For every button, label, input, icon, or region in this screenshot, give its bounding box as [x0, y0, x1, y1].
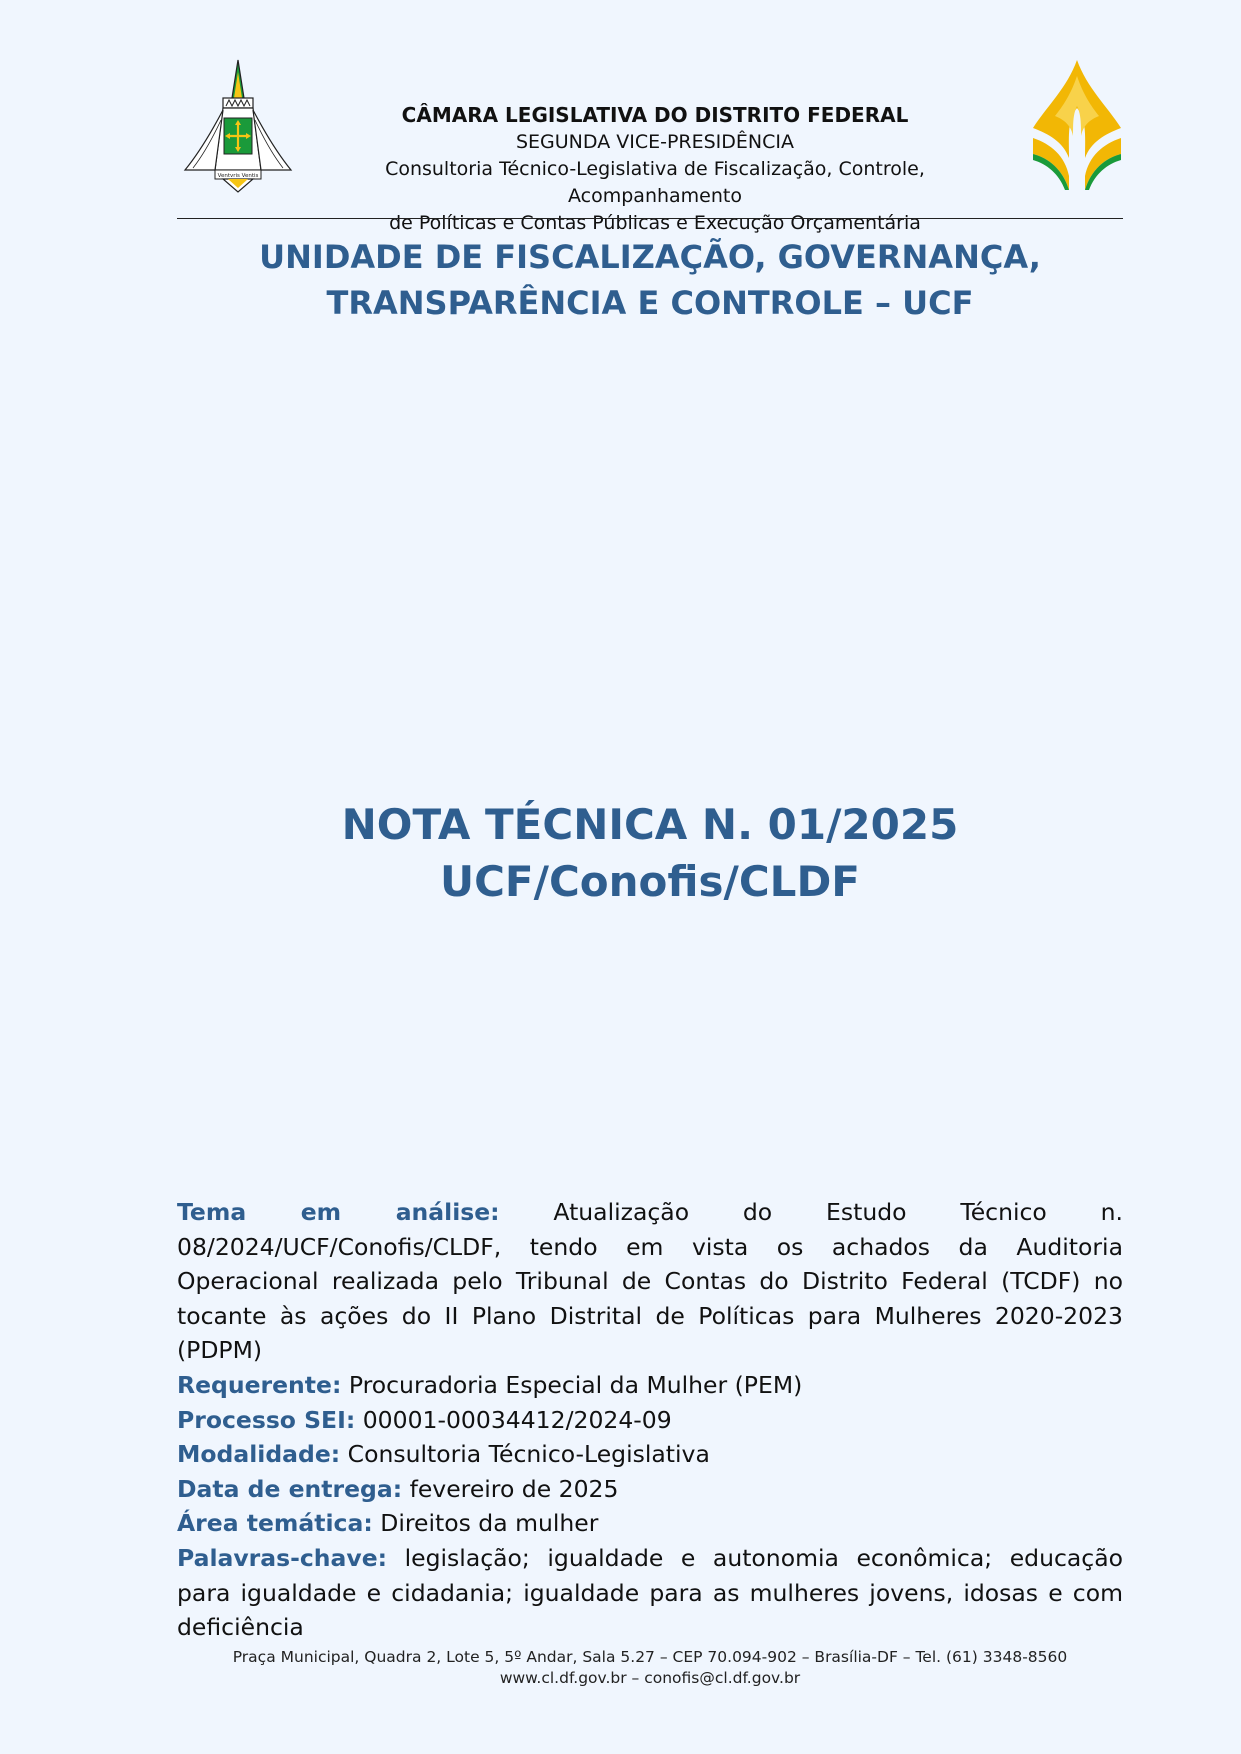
processo-field [177, 1403, 1123, 1438]
palavras-chave-value: legislação; igualdade e autonomia econômica; educação para igualdade e cidadania; igualdade para as mulheres jovens, idosas e com deficiência [177, 1543, 1123, 1642]
palavras-chave-field [177, 1541, 1123, 1645]
consultoria-line-1: Consultoria Técnico-Legislativa de Fiscalização, Controle, Acompanhamento [385, 158, 925, 207]
modalidade-value: Consultoria Técnico-Legislativa [347, 1440, 710, 1469]
tema-label: Tema em análise: [177, 1198, 500, 1226]
crest-motto: Ventvris Ventis [217, 173, 259, 179]
unit-title-line-1: UNIDADE DE FISCALIZAÇÃO, GOVERNANÇA, [259, 238, 1041, 276]
document-metadata [177, 1195, 1123, 1645]
area-tematica-value: Direitos da mulher [380, 1509, 599, 1538]
unit-title-line-2: TRANSPARÊNCIA E CONTROLE – UCF [326, 284, 974, 322]
tema-value: Atualização do Estudo Técnico n. 08/2024/UCF/Conofis/CLDF, tendo em vista os achados da Auditoria Operacional realizada pelo Tribunal de Contas do Distrito Federal (TCDF) no tocante às ações do II Plano Distrital de Políticas para Mulheres 2020-2023 (PDPM) [177, 1198, 1123, 1365]
processo-value: 00001-00034412/2024-09 [362, 1405, 672, 1434]
requerente-value: Procuradoria Especial da Mulher (PEM) [348, 1370, 803, 1399]
document-title [177, 796, 1123, 910]
area-tematica-field [177, 1506, 1123, 1541]
data-entrega-field [177, 1472, 1123, 1507]
vice-presidency: SEGUNDA VICE-PRESIDÊNCIA [515, 131, 794, 153]
requerente-field [177, 1368, 1123, 1403]
brasilia-coat-of-arms-icon [183, 58, 293, 194]
unit-title [177, 234, 1123, 326]
requerente-label: Requerente: [177, 1370, 342, 1399]
area-tematica-label: Área temática: [177, 1509, 373, 1538]
palavras-chave-label: Palavras-chave: [177, 1543, 388, 1572]
footer-contact: www.cl.df.gov.br – conofis@cl.df.gov.br [499, 1669, 801, 1687]
consultoria-line-2: de Políticas e Contas Públicas e Execução Orçamentária [389, 212, 921, 234]
institution-name: CÂMARA LEGISLATIVA DO DISTRITO FEDERAL [401, 103, 909, 127]
letterhead-text [297, 102, 1013, 237]
header-divider [177, 218, 1123, 219]
data-entrega-value: fevereiro de 2025 [409, 1474, 619, 1503]
processo-label: Processo SEI: [177, 1405, 356, 1434]
modalidade-field [177, 1437, 1123, 1472]
tema-field [177, 1195, 1123, 1368]
document-title-line-2: UCF/Conofis/CLDF [440, 857, 860, 906]
letterhead [177, 56, 1123, 234]
modalidade-label: Modalidade: [177, 1440, 341, 1469]
document-title-line-1: NOTA TÉCNICA N. 01/2025 [341, 800, 959, 849]
data-entrega-label: Data de entrega: [177, 1474, 403, 1503]
page-footer [177, 1647, 1123, 1689]
footer-address: Praça Municipal, Quadra 2, Lote 5, 5º Andar, Sala 5.27 – CEP 70.094-902 – Brasília-DF – Tel. (61) 3348-8560 [232, 1648, 1068, 1666]
cldf-logo-icon [1029, 58, 1125, 192]
